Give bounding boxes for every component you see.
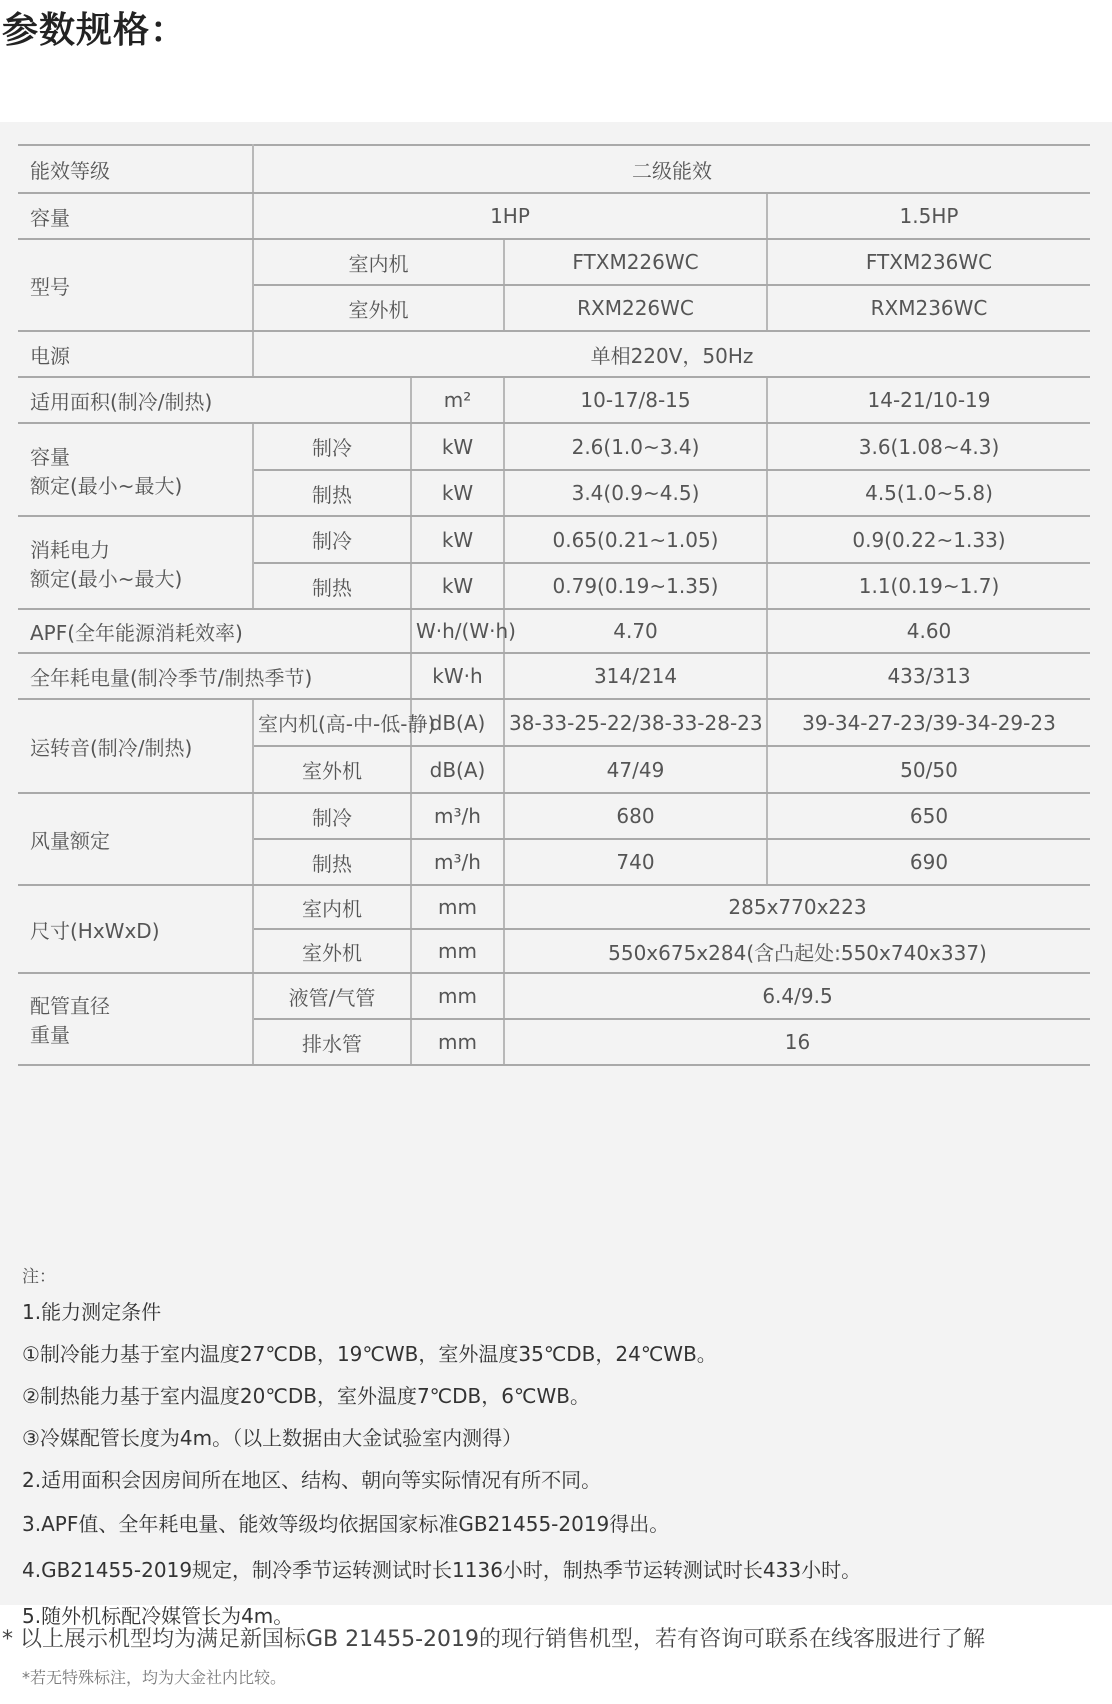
notes-footnote: *若无特殊标注，均为大金社内比较。 <box>22 1668 287 1687</box>
model-outdoor-2: RXM236WC <box>767 285 1090 331</box>
capacity-cool-1: 2.6(1.0~3.4) <box>504 423 767 470</box>
power-consumption-label-line1: 消耗电力 <box>30 537 110 562</box>
dimensions-indoor-unit: mm <box>411 885 504 929</box>
area-value-2: 14-21/10-19 <box>767 377 1090 423</box>
table-row-dimensions-indoor <box>18 885 1090 929</box>
noise-label: 运转音(制冷/制热) <box>18 699 253 793</box>
area-label: 适用面积(制冷/制热) <box>18 377 411 423</box>
dimensions-indoor-value: 285x770x223 <box>504 885 1090 929</box>
energy-grade-label: 能效等级 <box>18 145 253 193</box>
noise-indoor-2: 39-34-27-23/39-34-29-23 <box>767 699 1090 746</box>
noise-outdoor-1: 47/49 <box>504 746 767 793</box>
apf-label: APF(全年能源消耗效率) <box>18 609 411 653</box>
capacity-cool-unit: kW <box>411 423 504 470</box>
consumption-heat-label: 制热 <box>253 563 411 609</box>
bottom-disclaimer: * 以上展示机型均为满足新国标GB 21455-2019的现行销售机型，若有咨询可联系在线客服进行了解 <box>2 1627 986 1652</box>
annual-consumption-2: 433/313 <box>767 653 1090 699</box>
annual-consumption-unit: kW·h <box>411 653 504 699</box>
annual-consumption-label: 全年耗电量(制冷季节/制热季节) <box>18 653 411 699</box>
table-row-apf <box>18 609 1090 653</box>
noise-outdoor-unit: dB(A) <box>411 746 504 793</box>
table-row-piping-liquid-gas <box>18 973 1090 1019</box>
table-row-noise-indoor <box>18 699 1090 746</box>
power-value: 单相220V，50Hz <box>253 331 1090 377</box>
consumption-cool-1: 0.65(0.21~1.05) <box>504 516 767 563</box>
capacity-hp-1: 1HP <box>253 193 767 239</box>
annual-consumption-1: 314/214 <box>504 653 767 699</box>
note-line: ①制冷能力基于室内温度27℃DB，19℃WB，室外温度35℃DB，24℃WB。 <box>22 1342 717 1366</box>
table-row-model-indoor <box>18 239 1090 285</box>
area-unit: m² <box>411 377 504 423</box>
noise-indoor-unit: dB(A) <box>411 699 504 746</box>
capacity-hp-2: 1.5HP <box>767 193 1090 239</box>
note-line: 5.随外机标配冷媒管长为4m。 <box>22 1604 294 1628</box>
noise-indoor-label: 室内机(高-中-低-静) <box>253 699 411 746</box>
piping-drain-label: 排水管 <box>253 1019 411 1065</box>
apf-value-1: 4.70 <box>504 609 767 653</box>
model-indoor-1: FTXM226WC <box>504 239 767 285</box>
note-line: ②制热能力基于室内温度20℃DB，室外温度7℃DB，6℃WB。 <box>22 1384 590 1408</box>
model-label: 型号 <box>18 239 253 331</box>
table-row-annual-consumption <box>18 653 1090 699</box>
area-value-1: 10-17/8-15 <box>504 377 767 423</box>
dimensions-outdoor-label: 室外机 <box>253 929 411 973</box>
dimensions-indoor-label: 室内机 <box>253 885 411 929</box>
consumption-heat-2: 1.1(0.19~1.7) <box>767 563 1090 609</box>
apf-value-2: 4.60 <box>767 609 1090 653</box>
note-line: ③冷媒配管长度为4m。（以上数据由大金试验室内测得） <box>22 1426 523 1450</box>
table-row-capacity-cool <box>18 423 1090 470</box>
apf-unit: W·h/(W·h) <box>411 609 504 653</box>
power-label: 电源 <box>18 331 253 377</box>
dimensions-label: 尺寸(HxWxD) <box>18 885 253 973</box>
power-consumption-label <box>18 516 253 609</box>
piping-liquid-gas-label: 液管/气管 <box>253 973 411 1019</box>
piping-liquid-gas-value: 6.4/9.5 <box>504 973 1090 1019</box>
airflow-cool-label: 制冷 <box>253 793 411 839</box>
capacity-cool-2: 3.6(1.08~4.3) <box>767 423 1090 470</box>
rated-capacity-label-line2: 额定(最小~最大) <box>30 473 183 498</box>
airflow-heat-unit: m³/h <box>411 839 504 885</box>
piping-label <box>18 973 253 1065</box>
model-outdoor-1: RXM226WC <box>504 285 767 331</box>
capacity-heat-1: 3.4(0.9~4.5) <box>504 470 767 516</box>
table-row-airflow-cool <box>18 793 1090 839</box>
note-line: 1.能力测定条件 <box>22 1300 162 1324</box>
piping-label-line1: 配管直径 <box>30 994 110 1018</box>
dimensions-outdoor-unit: mm <box>411 929 504 973</box>
model-outdoor-label: 室外机 <box>253 285 504 331</box>
capacity-heat-2: 4.5(1.0~5.8) <box>767 470 1090 516</box>
table-row-area <box>18 377 1090 423</box>
spec-table <box>18 144 1090 1066</box>
airflow-heat-1: 740 <box>504 839 767 885</box>
energy-grade-value: 二级能效 <box>253 145 1090 193</box>
capacity-heat-unit: kW <box>411 470 504 516</box>
airflow-cool-1: 680 <box>504 793 767 839</box>
consumption-cool-label: 制冷 <box>253 516 411 563</box>
capacity-cool-label: 制冷 <box>253 423 411 470</box>
noise-indoor-1: 38-33-25-22/38-33-28-23 <box>504 699 767 746</box>
capacity-heat-label: 制热 <box>253 470 411 516</box>
consumption-heat-unit: kW <box>411 563 504 609</box>
power-consumption-label-line2: 额定(最小~最大) <box>30 566 183 591</box>
page-title: 参数规格： <box>2 10 188 51</box>
model-indoor-2: FTXM236WC <box>767 239 1090 285</box>
airflow-heat-label: 制热 <box>253 839 411 885</box>
airflow-cool-2: 650 <box>767 793 1090 839</box>
rated-capacity-label <box>18 423 253 516</box>
piping-drain-value: 16 <box>504 1019 1090 1065</box>
note-line: 4.GB21455-2019规定，制冷季节运转测试时长1136小时，制热季节运转测试时长433小时。 <box>22 1558 862 1582</box>
airflow-cool-unit: m³/h <box>411 793 504 839</box>
rated-capacity-label-line1: 容量 <box>30 444 70 469</box>
consumption-heat-1: 0.79(0.19~1.35) <box>504 563 767 609</box>
consumption-cool-2: 0.9(0.22~1.33) <box>767 516 1090 563</box>
noise-outdoor-label: 室外机 <box>253 746 411 793</box>
model-indoor-label: 室内机 <box>253 239 504 285</box>
table-row-energy-grade <box>18 145 1090 193</box>
note-line: 2.适用面积会因房间所在地区、结构、朝向等实际情况有所不同。 <box>22 1468 602 1492</box>
airflow-heat-2: 690 <box>767 839 1090 885</box>
dimensions-outdoor-value: 550x675x284(含凸起处:550x740x337) <box>504 929 1090 973</box>
note-line: 3.APF值、全年耗电量、能效等级均依据国家标准GB21455-2019得出。 <box>22 1512 670 1536</box>
consumption-cool-unit: kW <box>411 516 504 563</box>
piping-liquid-gas-unit: mm <box>411 973 504 1019</box>
airflow-label: 风量额定 <box>18 793 253 885</box>
noise-outdoor-2: 50/50 <box>767 746 1090 793</box>
notes-title: 注： <box>22 1267 56 1287</box>
piping-label-line2: 重量 <box>30 1023 70 1047</box>
table-row-capacity <box>18 193 1090 239</box>
table-row-power <box>18 331 1090 377</box>
capacity-label: 容量 <box>18 193 253 239</box>
piping-drain-unit: mm <box>411 1019 504 1065</box>
table-row-consumption-cool <box>18 516 1090 563</box>
